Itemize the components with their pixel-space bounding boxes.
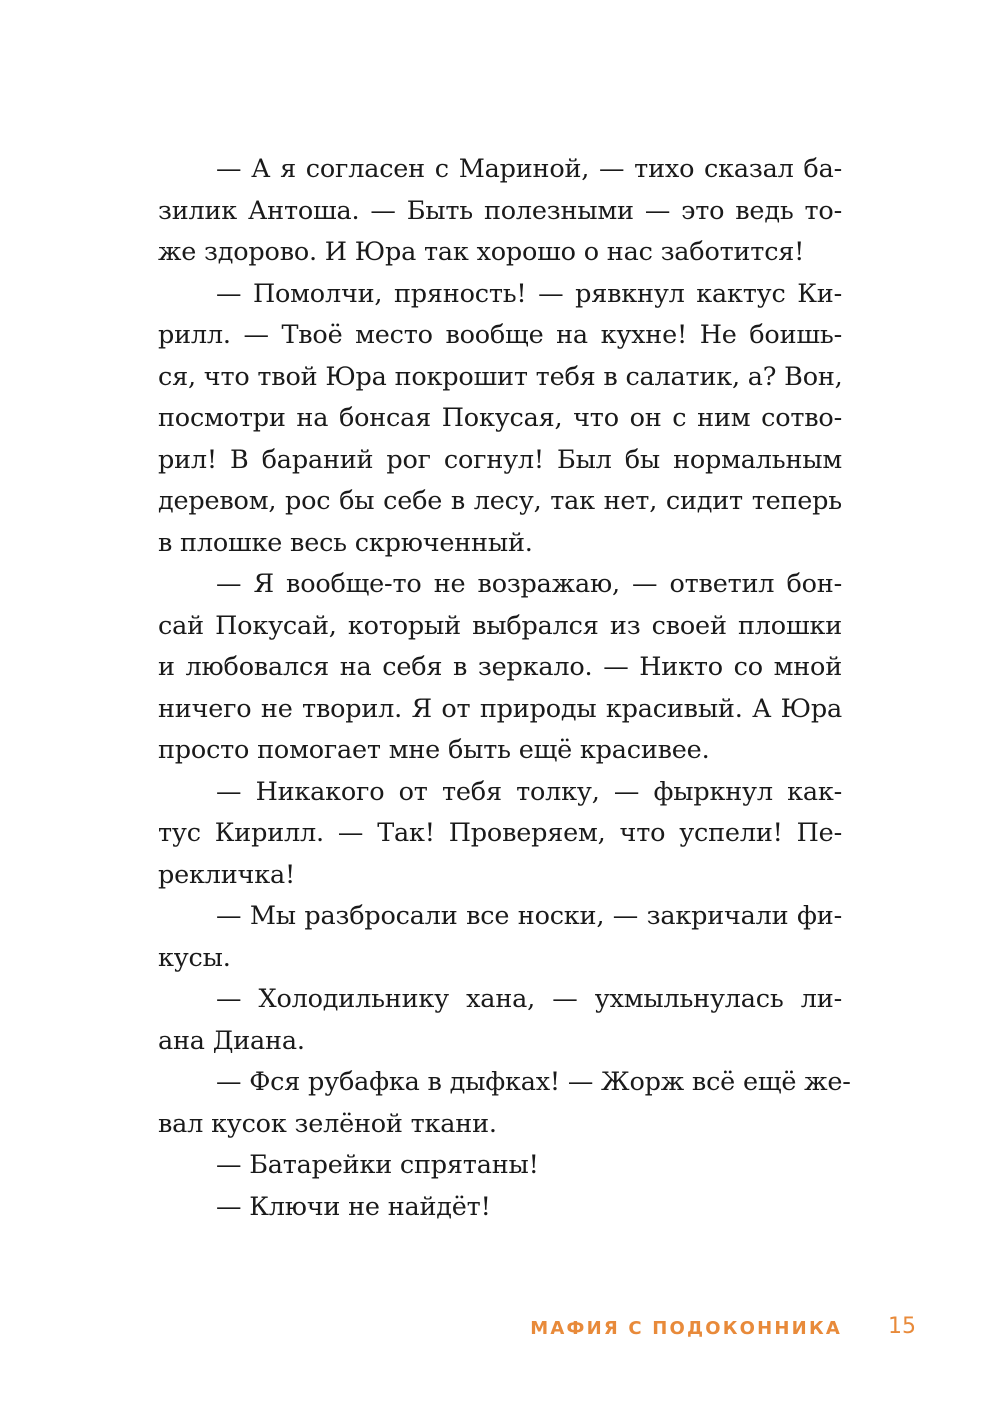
paragraph bbox=[158, 896, 842, 979]
page-number: 15 bbox=[888, 1314, 916, 1339]
text-line: — А я согласен с Мариной, — тихо сказал ба- bbox=[216, 154, 842, 184]
paragraph bbox=[158, 149, 842, 274]
text-line: посмотри на бонсая Покусая, что он с ним сотво- bbox=[158, 403, 842, 433]
text-line: сай Покусай, который выбрался из своей плошки bbox=[158, 610, 842, 641]
text-line: — Ключи не найдёт! bbox=[216, 1191, 491, 1222]
text-line: ся, что твой Юра покрошит тебя в салатик, а? Вон, bbox=[158, 361, 843, 392]
text-line: рилл. — Твоё место вообще на кухне! Не боишь- bbox=[158, 320, 842, 350]
text-line: в плошке весь скрюченный. bbox=[158, 527, 533, 558]
paragraph bbox=[158, 1145, 842, 1187]
text-line: рил! В бараний рог согнул! Был бы нормальным bbox=[158, 444, 842, 475]
body-text bbox=[158, 149, 851, 1228]
paragraph bbox=[158, 564, 842, 772]
text-line: зилик Антоша. — Быть полезными — это ведь то- bbox=[158, 195, 842, 226]
text-line: — Холодильнику хана, — ухмыльнулась ли- bbox=[216, 984, 842, 1014]
text-line: — Никакого от тебя толку, — фыркнул как- bbox=[216, 776, 842, 807]
text-line: же здорово. И Юра так хорошо о нас заботится! bbox=[158, 237, 805, 267]
paragraph bbox=[158, 979, 842, 1062]
running-footer-title: МАФИЯ С ПОДОКОННИКА bbox=[530, 1318, 842, 1339]
text-line: кусы. bbox=[158, 942, 231, 973]
text-line: — Батарейки спрятаны! bbox=[216, 1150, 539, 1180]
text-line: просто помогает мне быть ещё красивее. bbox=[158, 735, 710, 765]
text-line: — Фся рубафка в дыфках! — Жорж всё ещё же- bbox=[216, 1067, 851, 1097]
text-line: и любовался на себя в зеркало. — Никто со мной bbox=[158, 652, 842, 682]
text-line: рекличка! bbox=[158, 859, 295, 890]
text-line: — Мы разбросали все носки, — закричали фи- bbox=[216, 901, 842, 931]
text-line: — Помолчи, пряность! — рявкнул кактус Ки- bbox=[216, 278, 842, 309]
text-line: ана Диана. bbox=[158, 1025, 305, 1056]
text-line: вал кусок зелёной ткани. bbox=[158, 1108, 497, 1139]
paragraph bbox=[158, 1187, 842, 1229]
paragraph bbox=[158, 772, 842, 897]
text-line: деревом, рос бы себе в лесу, так нет, сидит теперь bbox=[158, 486, 842, 516]
text-line: — Я вообще-то не возражаю, — ответил бон- bbox=[216, 569, 842, 599]
paragraph bbox=[158, 274, 842, 565]
text-line: ничего не творил. Я от природы красивый. А Юра bbox=[158, 693, 842, 724]
paragraph bbox=[158, 1062, 851, 1145]
text-line: тус Кирилл. — Так! Проверяем, что успели! Пе- bbox=[158, 818, 842, 848]
